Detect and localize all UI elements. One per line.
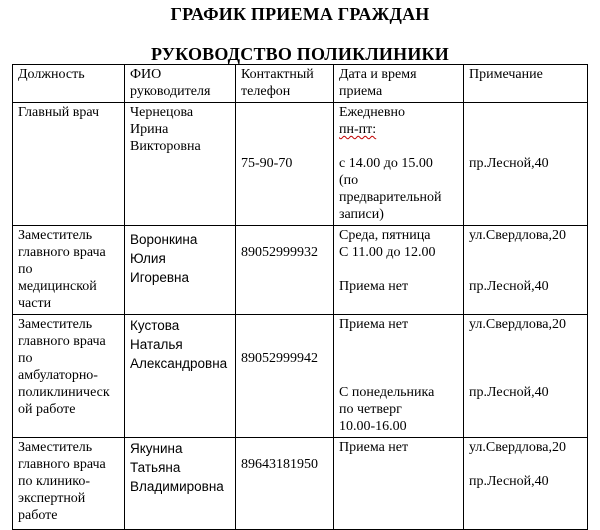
cell-notes: ул.Свердлова,20 пр.Лесной,40	[464, 226, 588, 315]
table-row	[13, 226, 588, 315]
cell-phone: 75-90-70	[236, 103, 334, 226]
cell-position: Главный врач	[13, 103, 125, 226]
table-row	[13, 315, 588, 438]
cell-phone: 89052999942	[236, 315, 334, 438]
cell-notes: ул.Свердлова,20 пр.Лесной,40	[464, 315, 588, 438]
cell-name: Воронкина Юлия Игоревна	[125, 226, 236, 315]
cell-name: Чернецова Ирина Викторовна	[125, 103, 236, 226]
cell-phone: 89643181950	[236, 438, 334, 530]
cell-position: Заместитель главного врача по клинико- экспертной работе	[13, 438, 125, 530]
table-row	[13, 438, 588, 530]
column-header-position: Должность	[13, 65, 125, 103]
cell-phone: 89052999932	[236, 226, 334, 315]
cell-schedule: Среда, пятница С 11.00 до 12.00 Приема нет	[334, 226, 464, 315]
page-title: ГРАФИК ПРИЕМА ГРАЖДАН	[170, 4, 430, 24]
cell-schedule: Приема нет С понедельника по четверг 10.00-16.00	[334, 315, 464, 438]
column-header-schedule: Дата и время приема	[334, 65, 464, 103]
column-header-notes: Примечание	[464, 65, 588, 103]
cell-schedule: Приема нет	[334, 438, 464, 530]
column-header-name: ФИО руководителя	[125, 65, 236, 103]
cell-position: Заместитель главного врача по медицинской части	[13, 226, 125, 315]
cell-schedule: Ежедневно пн-пт: с 14.00 до 15.00 (по предварительной записи)	[334, 103, 464, 226]
cell-notes: пр.Лесной,40	[464, 103, 588, 226]
cell-notes: ул.Свердлова,20 пр.Лесной,40	[464, 438, 588, 530]
cell-name: Кустова Наталья Александровна	[125, 315, 236, 438]
table-row	[13, 103, 588, 226]
cell-position: Заместитель главного врача по амбулаторно- поликлиническ ой работе	[13, 315, 125, 438]
column-header-phone: Контактный телефон	[236, 65, 334, 103]
table-header-row	[13, 65, 588, 103]
page-subtitle: РУКОВОДСТВО ПОЛИКЛИНИКИ	[150, 44, 449, 64]
spellcheck-underlined-text: пн-пт:	[339, 122, 377, 137]
reception-schedule-table	[12, 64, 588, 530]
cell-name: Якунина Татьяна Владимировна	[125, 438, 236, 530]
